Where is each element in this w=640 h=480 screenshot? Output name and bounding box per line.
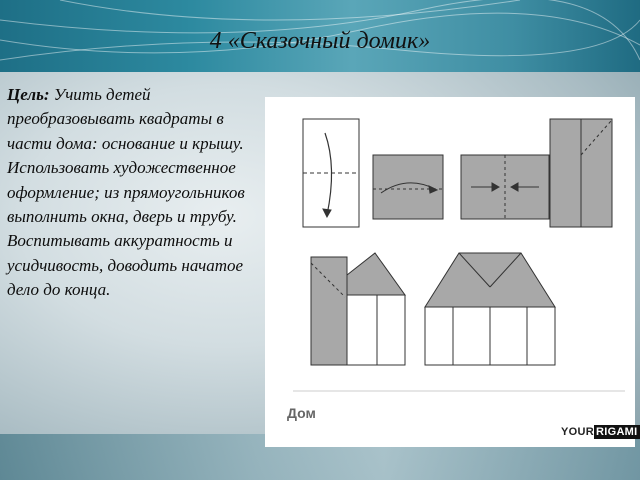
origami-logo bbox=[561, 426, 640, 438]
step6-roof bbox=[425, 253, 555, 307]
step5-left-panel bbox=[311, 257, 347, 365]
diagram-caption: Дом bbox=[287, 405, 316, 421]
logo-prefix: YOUR bbox=[561, 426, 594, 438]
slide-title: 4 «Сказочный домик» bbox=[209, 28, 431, 54]
goal-description: Учить детей преобразовывать квадраты в части дома: основание и крышу. Использовать художественное оформление; из прямоугольников выполнить окна, дверь и трубу. Воспитывать аккуратность и усидчивость, доводить начатое дело до конца. bbox=[7, 85, 245, 300]
origami-instructions-image bbox=[265, 97, 638, 447]
goal-label: Цель: bbox=[7, 85, 50, 104]
origami-diagram bbox=[265, 97, 635, 447]
logo-boxed-text: RIGAMI bbox=[595, 426, 638, 438]
step2-rect bbox=[373, 155, 443, 219]
goal-text-block bbox=[7, 83, 267, 303]
